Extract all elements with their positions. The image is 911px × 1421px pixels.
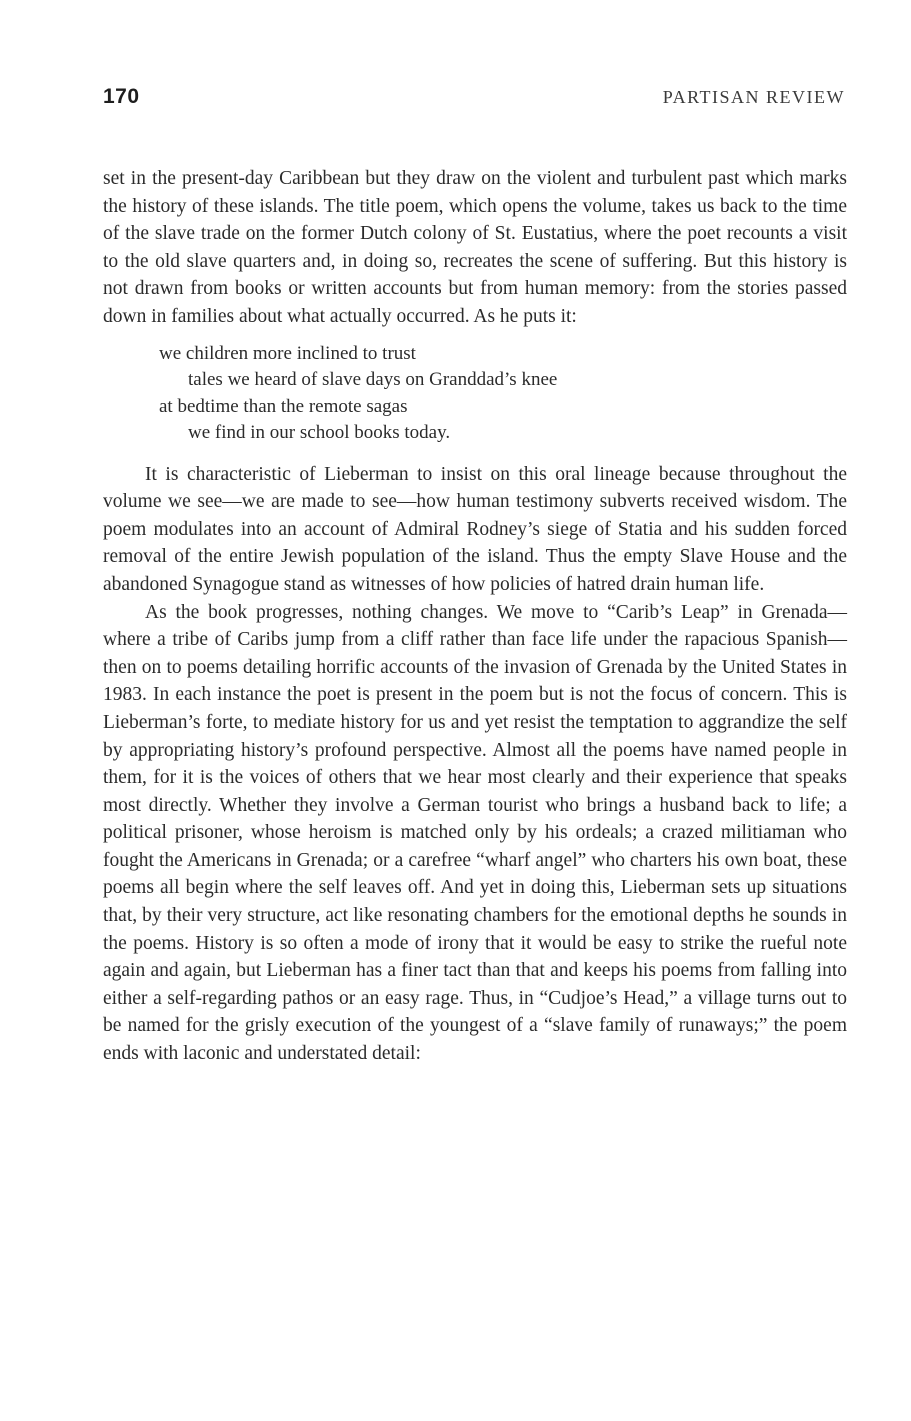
verse-line-4: we find in our school books today. xyxy=(188,422,451,444)
body-text xyxy=(103,165,847,1068)
verse-line-2: tales we heard of slave days on Granddad’s knee xyxy=(188,369,558,391)
paragraph-2: It is characteristic of Lieberman to insist on this oral lineage because throughout the volume we see—we are made to see—how human testimony subverts received wisdom. The poem modulates into an account of Admiral Rodney’s siege of Statia and his sudden forced removal of the entire Jewish population of the island. Thus the empty Slave House and the abandoned Synagogue stand as witnesses of how policies of hatred drain human life. xyxy=(103,463,847,595)
verse-quotation xyxy=(159,341,847,447)
page-number: 170 xyxy=(103,85,140,108)
running-head: PARTISAN REVIEW xyxy=(662,87,845,107)
paragraph-3: As the book progresses, nothing changes. We move to “Carib’s Leap” in Grenada—where a tribe of Caribs jump from a cliff rather than face life under the rapacious Spanish—then on to poems detailing horrific accounts of the invasion of Grenada by the United States in 1983. In each instance the poet is present in the poem but is not the focus of concern. This is Lieberman’s forte, to mediate history for us and yet resist the temptation to aggrandize the self by appropriating history’s profound perspective. Almost all the poems have named people in them, for it is the voices of others that we hear most clearly and their experience that speaks most directly. Whether they involve a German tourist who brings a husband back to life; a political prisoner, whose heroism is matched only by his ordeals; a crazed militiaman who fought the Americans in Grenada; or a carefree “wharf angel” who charters his own boat, these poems all begin where the self leaves off. And yet in doing this, Lieberman sets up situations that, by their very structure, act like resonating chambers for the emotional depths he sounds in the poems. History is so often a mode of irony that it would be easy to strike the rueful note again and again, but Lieberman has a finer tact than that and keeps his poems from falling into either a self-regarding pathos or an easy rage. Thus, in “Cudjoe’s Head,” a village turns out to be named for the grisly execution of the youngest of a “slave family of runaways;” the poem ends with laconic and understated detail: xyxy=(103,601,847,1065)
paragraph-1: set in the present-day Caribbean but they draw on the violent and turbulent past which marks the history of these islands. The title poem, which opens the volume, takes us back to the time of the slave trade on the former Dutch colony of St. Eustatius, where the poet recounts a visit to the old slave quarters and, in doing so, recreates the scene of suffering. But this history is not drawn from books or written accounts but from human memory: from the stories passed down in families about what actually occurred. As he puts it: xyxy=(103,168,847,327)
verse-line-1: we children more inclined to trust xyxy=(159,342,416,364)
verse-line-3: at bedtime than the remote sagas xyxy=(159,395,408,417)
